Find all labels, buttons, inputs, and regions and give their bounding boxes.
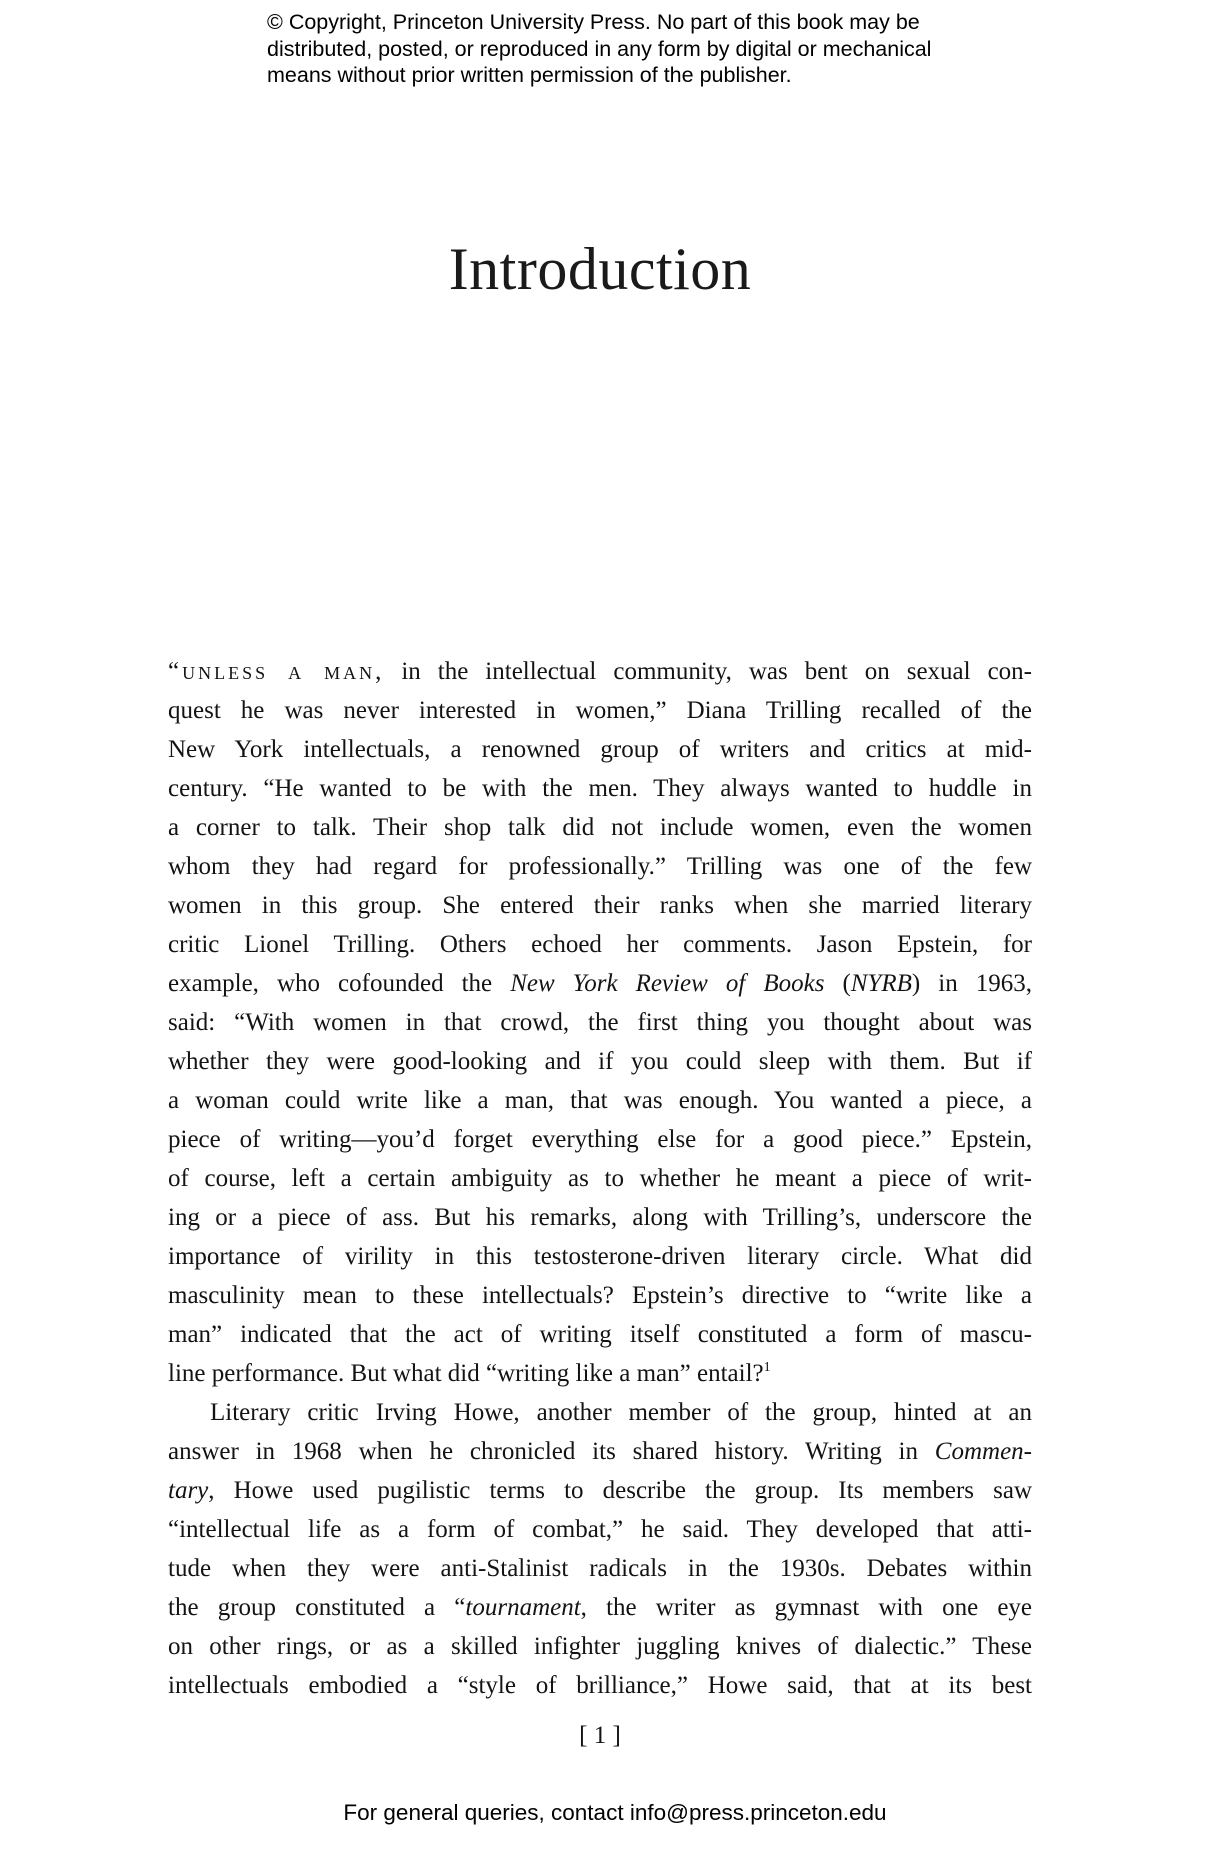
text-line	[168, 1315, 1032, 1354]
text-run: New York Review of Books	[510, 970, 825, 997]
text-line	[168, 808, 1032, 847]
text-line	[168, 1588, 1032, 1627]
text-run: women in this group. She entered their ranks when she married literary	[168, 892, 1032, 919]
text-run: NYRB	[850, 970, 912, 997]
text-line	[168, 652, 1032, 691]
text-line	[168, 964, 1032, 1003]
text-line	[168, 1471, 1032, 1510]
text-run: ) in 1963,	[911, 970, 1032, 997]
text-run: Literary critic Irving Howe, another member of the group, hinted at an	[210, 1399, 1032, 1426]
text-line	[168, 691, 1032, 730]
text-line	[168, 1627, 1032, 1666]
text-run: example, who cofounded the	[168, 970, 511, 997]
text-line	[168, 1237, 1032, 1276]
text-line	[168, 1003, 1032, 1042]
text-line	[168, 1159, 1032, 1198]
text-line	[168, 925, 1032, 964]
chapter-title: Introduction	[448, 236, 752, 302]
copyright-notice	[267, 9, 931, 89]
text-run: answer in 1968 when he chronicled its shared history. Writing in	[168, 1438, 935, 1465]
footnote-marker: 1	[763, 1360, 771, 1375]
text-run: quest he was never interested in women,” Diana Trilling recalled of the	[168, 697, 1032, 724]
text-run: whom they had regard for professionally.” Trilling was one of the few	[168, 853, 1032, 880]
text-run: importance of virility in this testosterone-driven literary circle. What did	[168, 1243, 1032, 1270]
text-line	[168, 1042, 1032, 1081]
text-line	[168, 1081, 1032, 1120]
text-run: New York intellectuals, a renowned group of writers and critics at mid-	[168, 736, 1032, 763]
text-line	[168, 886, 1032, 925]
text-run: ing or a piece of ass. But his remarks, along with Trilling’s, underscore the	[168, 1204, 1032, 1231]
text-line	[168, 1549, 1032, 1588]
text-run: intellectuals embodied a “style of brilliance,” Howe said, that at its best	[168, 1672, 1032, 1699]
copyright-line: © Copyright, Princeton University Press. No part of this book may be	[267, 10, 920, 34]
text-run: on other rings, or as a skilled infighter juggling knives of dialectic.” These	[168, 1633, 1032, 1660]
body-text	[168, 652, 1032, 1705]
text-run: whether they were good-looking and if you could sleep with them. But if	[168, 1048, 1032, 1075]
text-run: of course, left a certain ambiguity as to whether he meant a piece of writ-	[168, 1165, 1032, 1192]
text-run: said: “With women in that crowd, the first thing you thought about was	[168, 1009, 1032, 1036]
copyright-line: means without prior written permission of the publisher.	[267, 63, 792, 87]
text-line	[168, 1354, 1032, 1393]
text-run: , the writer as gymnast with one eye	[580, 1594, 1033, 1621]
text-run: the group constituted a “	[168, 1594, 466, 1621]
text-run: tary	[168, 1477, 209, 1504]
text-line	[168, 769, 1032, 808]
copyright-line: distributed, posted, or reproduced in any form by digital or mechanical	[267, 36, 932, 61]
text-run: “intellectual life as a form of combat,” he said. They developed that atti-	[168, 1516, 1032, 1543]
text-run: tournament	[465, 1594, 581, 1621]
text-run: century. “He wanted to be with the men. They always wanted to huddle in	[168, 775, 1032, 802]
text-run: line performance. But what did “writing like a man” entail?	[168, 1360, 764, 1387]
text-run: , Howe used pugilistic terms to describe the group. Its members saw	[208, 1477, 1032, 1504]
text-line	[168, 847, 1032, 886]
text-line	[168, 1510, 1032, 1549]
page-number: [ 1 ]	[579, 1722, 621, 1749]
text-run: “unless a man,	[168, 658, 385, 685]
text-run: a corner to talk. Their shop talk did not include women, even the women	[168, 814, 1032, 841]
text-run: tude when they were anti-Stalinist radicals in the 1930s. Debates within	[168, 1555, 1032, 1582]
text-run: a woman could write like a man, that was enough. You wanted a piece, a	[168, 1087, 1032, 1114]
text-line	[168, 1432, 1032, 1471]
text-line	[168, 1666, 1032, 1705]
text-run: masculinity mean to these intellectuals? Epstein’s directive to “write like a	[168, 1282, 1032, 1309]
footer-query-line: For general queries, contact info@press.princeton.edu	[343, 1800, 887, 1825]
text-line	[168, 1198, 1032, 1237]
text-line	[168, 1120, 1032, 1159]
text-run: in the intellectual community, was bent on sexual con-	[384, 658, 1033, 685]
text-run: piece of writing—you’d forget everything else for a good piece.” Epstein,	[168, 1126, 1032, 1153]
text-line	[168, 1276, 1032, 1315]
text-run: man” indicated that the act of writing itself constituted a form of mascu-	[168, 1321, 1032, 1348]
text-line	[168, 1393, 1032, 1432]
text-run: critic Lionel Trilling. Others echoed her comments. Jason Epstein, for	[168, 931, 1032, 958]
text-line	[168, 730, 1032, 769]
text-run: Commen-	[934, 1438, 1032, 1465]
text-run: (	[824, 970, 851, 997]
